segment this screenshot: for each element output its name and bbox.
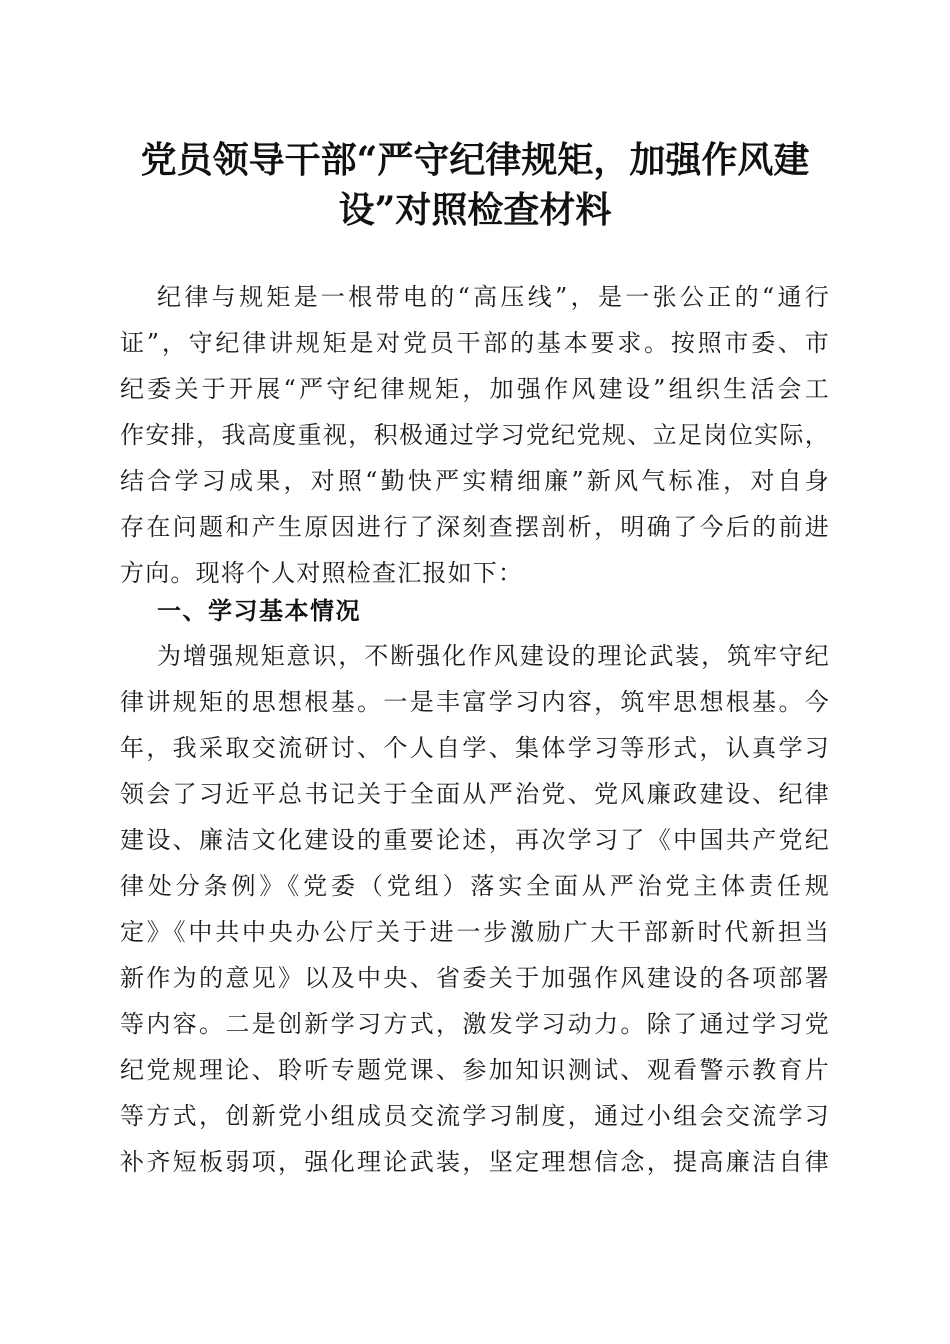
paragraph-line: 领会了习近平总书记关于全面从严治党、党风廉政建设、纪律 bbox=[120, 780, 830, 808]
paragraph-line: 纪律与规矩是一根带电的“高压线”，是一张公正的“通行 bbox=[157, 283, 830, 311]
paragraph-line: 年，我采取交流研讨、个人自学、集体学习等形式，认真学习 bbox=[120, 734, 830, 762]
paragraph-line: 新作为的意见》以及中央、省委关于加强作风建设的各项部署 bbox=[120, 964, 830, 992]
paragraph-line: 作安排，我高度重视，积极通过学习党纪党规、立足岗位实际， bbox=[120, 421, 830, 449]
paragraph-line: 等内容。二是创新学习方式，激发学习动力。除了通过学习党 bbox=[120, 1010, 830, 1038]
section1-paragraph bbox=[120, 633, 830, 1185]
paragraph-line: 律处分条例》《党委（党组）落实全面从严治党主体责任规 bbox=[120, 872, 830, 900]
paragraph-line: 补齐短板弱项，强化理论武装，坚定理想信念，提高廉洁自律 bbox=[120, 1148, 830, 1176]
paragraph-line: 存在问题和产生原因进行了深刻查摆剖析，明确了今后的前进 bbox=[120, 513, 830, 541]
section-heading: 一、学习基本情况 bbox=[157, 597, 361, 625]
title-line: 党员领导干部“严守纪律规矩，加强作风建 bbox=[140, 139, 810, 181]
paragraph-line: 为增强规矩意识，不断强化作风建设的理论武装，筑牢守纪 bbox=[157, 642, 830, 670]
paragraph-line: 证”，守纪律讲规矩是对党员干部的基本要求。按照市委、市 bbox=[120, 329, 830, 357]
title-line: 设”对照检查材料 bbox=[338, 189, 612, 231]
intro-paragraph bbox=[120, 274, 830, 596]
paragraph-line: 纪委关于开展“严守纪律规矩，加强作风建设”组织生活会工 bbox=[120, 375, 830, 403]
paragraph-line: 律讲规矩的思想根基。一是丰富学习内容，筑牢思想根基。今 bbox=[120, 688, 830, 716]
paragraph-line: 方向。现将个人对照检查汇报如下： bbox=[120, 559, 524, 587]
paragraph-line: 建设、廉洁文化建设的重要论述，再次学习了《中国共产党纪 bbox=[120, 826, 830, 854]
paragraph-line: 等方式，创新党小组成员交流学习制度，通过小组会交流学习 bbox=[120, 1102, 830, 1130]
paragraph-line: 纪党规理论、聆听专题党课、参加知识测试、观看警示教育片 bbox=[120, 1056, 830, 1084]
document-title bbox=[120, 135, 830, 235]
paragraph-line: 定》《中共中央办公厅关于进一步激励广大干部新时代新担当 bbox=[120, 918, 830, 946]
paragraph-line: 结合学习成果，对照“勤快严实精细廉”新风气标准，对自身 bbox=[120, 467, 830, 495]
